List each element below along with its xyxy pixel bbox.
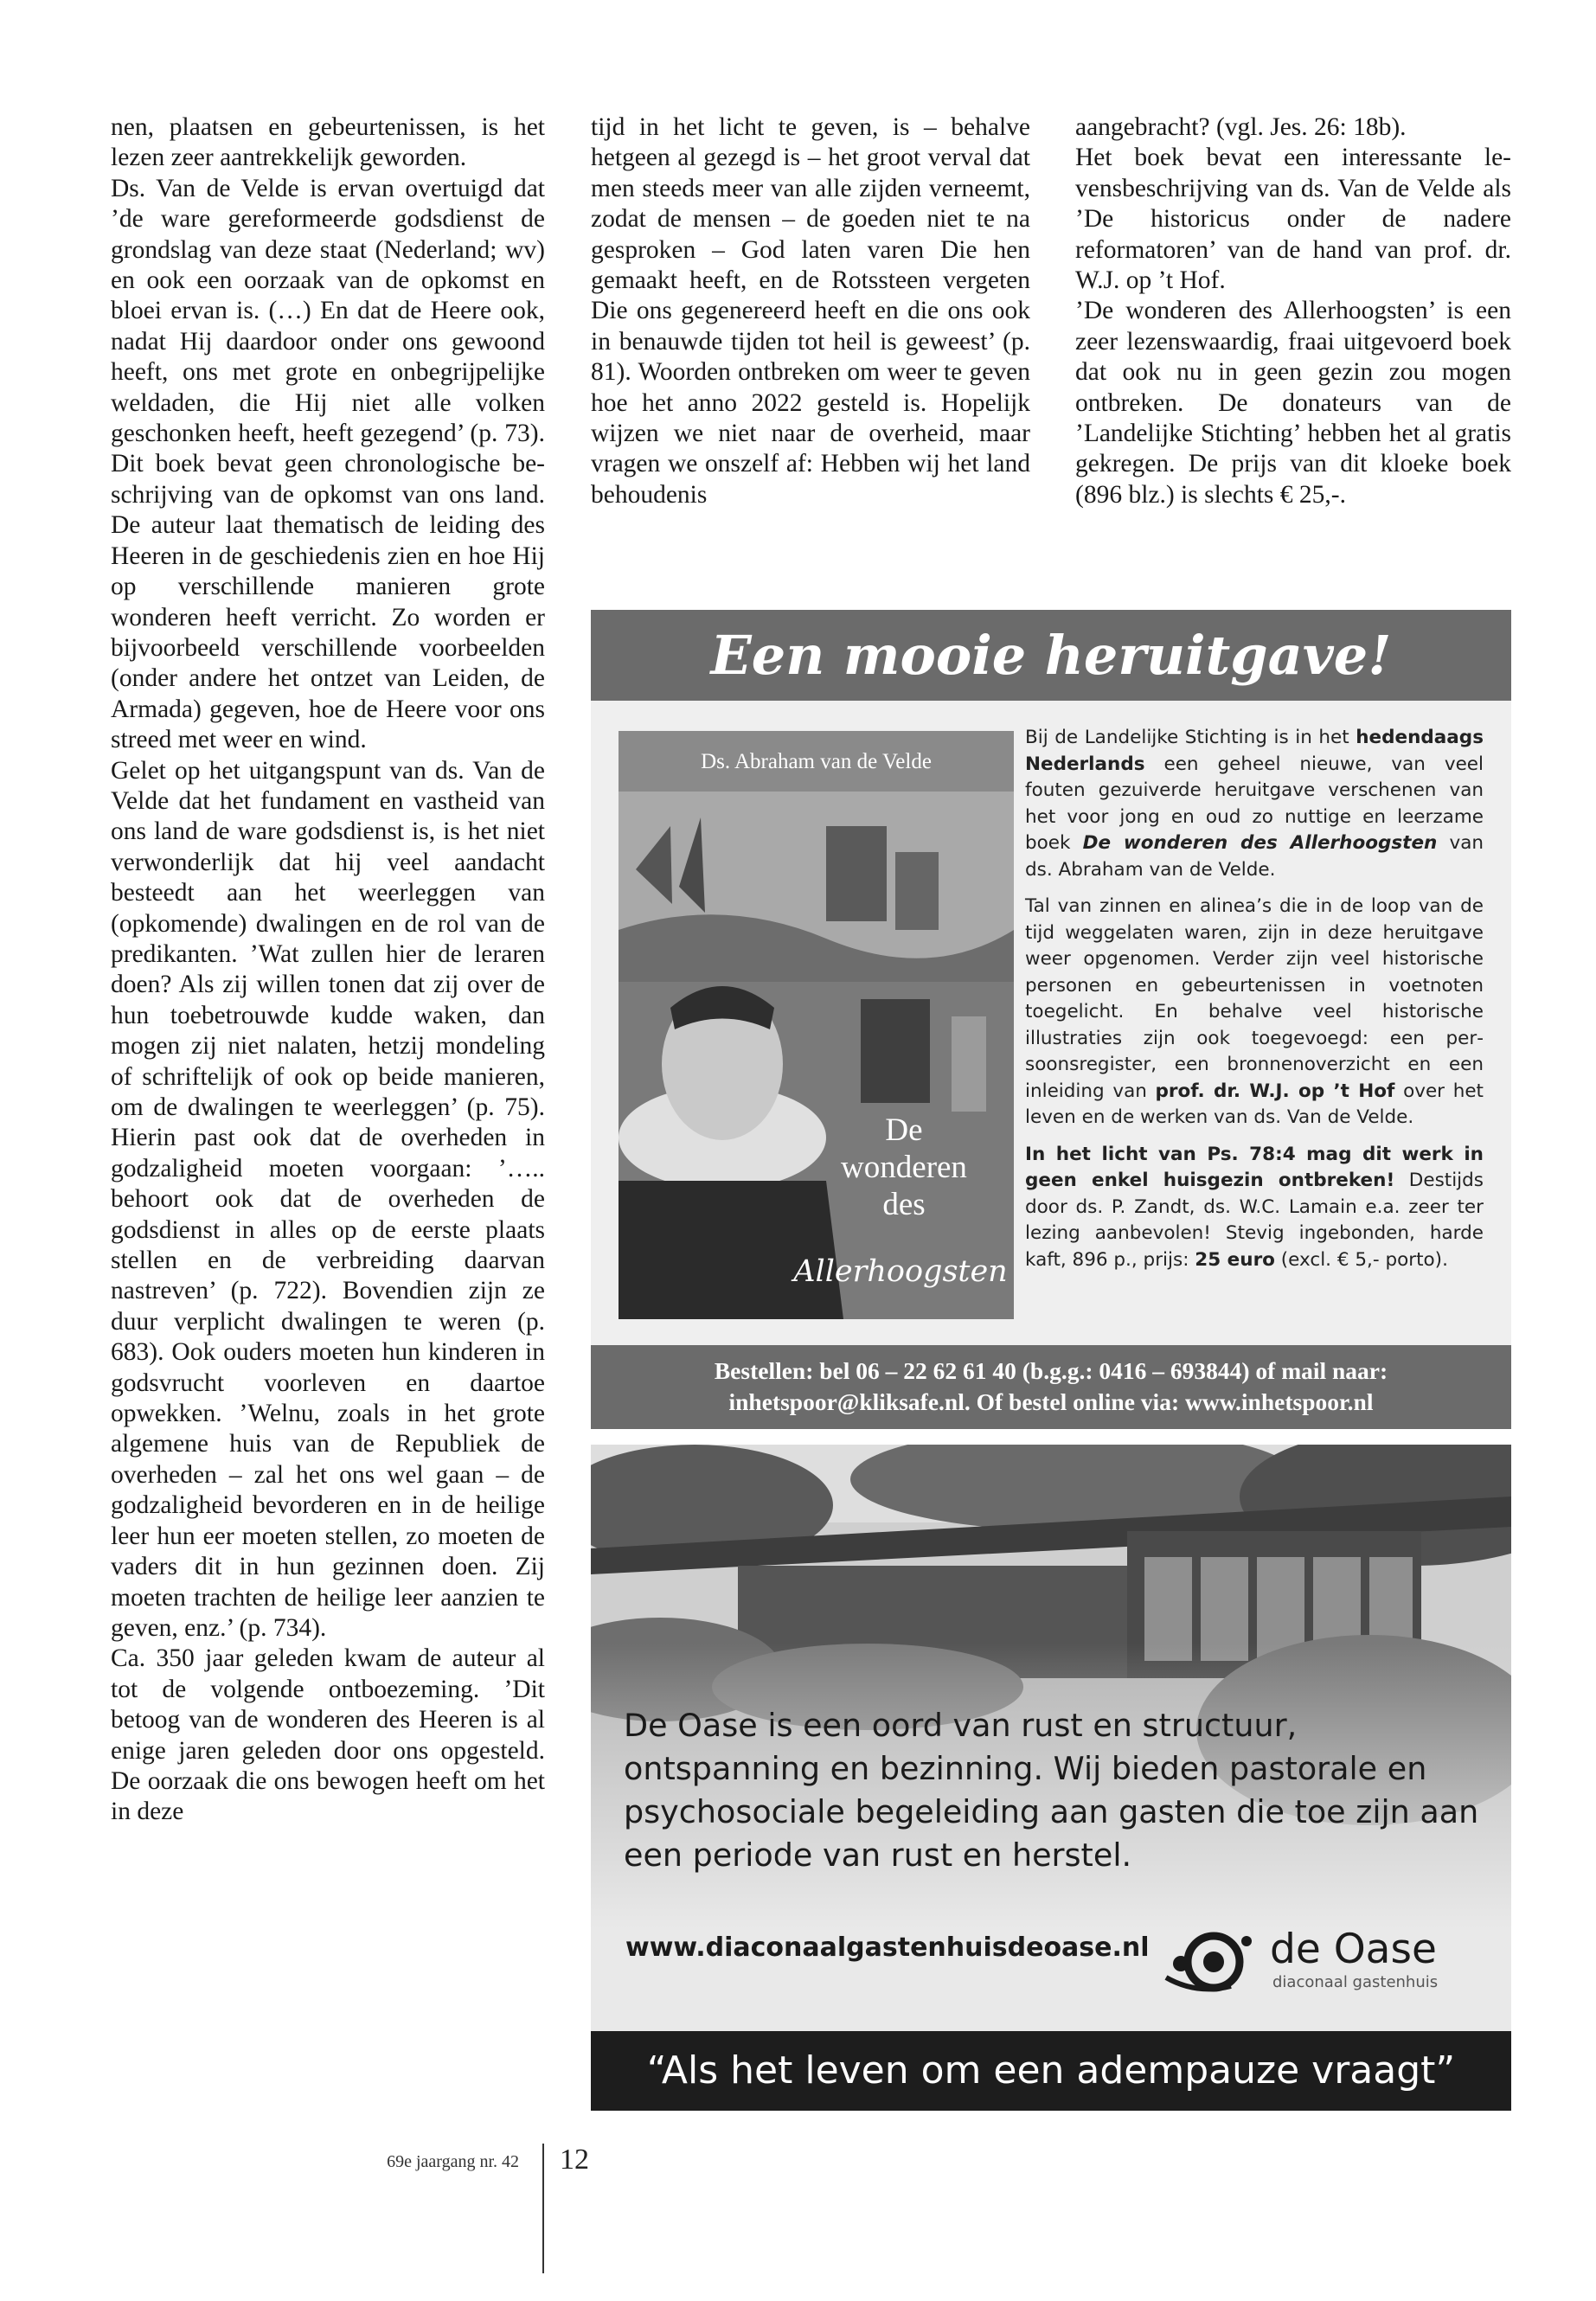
text-run: prof. dr. W.J. op ’t Hof (1155, 1080, 1395, 1102)
page-number: 12 (560, 2144, 589, 2176)
book-cover-art (619, 731, 1014, 1319)
cover-title-line: des (882, 1187, 926, 1222)
article-paragraph: Ds. Van de Velde is ervan overtuigd dat ’de ware gereformeerde godsdienst de grondslag van deze staat (Nederland; wv) en ook een oorzaak van de opkomst en bloei ervan is. (…) En dat de Heere ook, nadat Hij daardoor onder ons gewoond heeft, ons met grote en onbegrijpelijke weldaden, die Hij niet alle volken geschonken heeft, heeft gezegend’ (p. 73). Dit boek bevat geen chronologische beschrijving van de opkomst van ons land. De auteur laat thematisch de leiding des Heeren in de geschiedenis zien en hoe Hij op verschillende manieren grote wonderen heeft verricht. Zo worden er bijvoorbeeld verschillende voorbeelden (onder andere het ontzet van Leiden, de Armada) gegeven, hoe de Heere voor ons streed met weer en wind. (111, 174, 545, 754)
ad-body (591, 701, 1511, 1345)
cover-title (804, 1112, 1003, 1223)
article-paragraph: aangebracht? (vgl. Jes. 26: 18b). (1075, 113, 1407, 141)
text-run: over het leven en de werken van ds. Van de Velde. (1025, 1080, 1484, 1128)
cover-title-line: wonderen (841, 1150, 967, 1185)
text-run: van ds. Abraham van de Velde. (1025, 832, 1484, 881)
article-paragraph: Ca. 350 jaar geleden kwam de auteur al tot de volgende ontboezeming. ’Dit betoog van de wonderen des Heeren is al enige jaren geleden door ons opgesteld. De oorzaak die ons bewogen heeft om het in deze (111, 1644, 545, 1826)
text-run: een geheel nieuwe, van veel fouten gezuiverde heruitgave verschenen van het voor jong en oud zo nuttige en leerzame boek (1025, 753, 1484, 854)
oase-slogan: “Als het leven om een adempauze vraagt” (591, 2031, 1511, 2111)
ad-paragraph (1025, 894, 1484, 1131)
book-title-run: De wonderen des Allerhoogsten (1082, 832, 1438, 854)
oase-description: De Oase is een oord van rust en structuur, ontspanning en bezinning. Wij bieden pastorale en psychosociale begeleiding aan gasten die toe zijn aan een periode van rust en herstel. (624, 1707, 1479, 1874)
journal-issue: 69e jaargang nr. 42 (387, 2152, 519, 2171)
cover-title-script: Allerhoogsten (793, 1254, 1008, 1289)
cover-author: Ds. Abraham van de Velde (701, 750, 932, 773)
cover-title-line: De (885, 1112, 923, 1148)
ad-headline: Een mooie heruitgave! (591, 610, 1511, 701)
oase-website-link[interactable]: www.diaconaalgastenhuisdeoase.nl (625, 1932, 1150, 1963)
text-run: In het licht van Ps. 78:4 mag dit werk in geen enkel huisgezin ontbreken! (1025, 1143, 1484, 1191)
order-banner (591, 1345, 1511, 1429)
ad-description (1025, 725, 1484, 1284)
article-column-2 (591, 112, 1030, 510)
article-paragraph: nen, plaatsen en gebeurtenissen, is het lezen zeer aantrekkelijk geworden. (111, 113, 545, 172)
ad-paragraph (1025, 725, 1484, 883)
article-paragraph: Het boek bevat een interessante levensbeschrijving van ds. Van de Velde als ’De historicus onder de nadere reformatoren’ van de hand van prof. dr. W.J. op ’t Hof. (1075, 144, 1511, 295)
footer-divider (542, 2144, 544, 2273)
article-column-3 (1075, 112, 1511, 510)
order-line: inhetspoor@kliksafe.nl. Of bestel online via: www.inhetspoor.nl (728, 1388, 1374, 1415)
oase-logo-icon (1162, 1926, 1266, 1995)
oase-advertisement (591, 1445, 1511, 2111)
ad-paragraph (1025, 1142, 1484, 1274)
oase-logo (1162, 1926, 1490, 1995)
text-run: (excl. € 5,- porto). (1274, 1248, 1448, 1271)
oase-logo-subtitle: diaconaal gastenhuis (1272, 1973, 1439, 1991)
oase-logo-name: de Oase (1270, 1926, 1437, 1973)
article-column-1 (111, 112, 545, 1828)
order-line: Bestellen: bel 06 – 22 62 61 40 (b.g.g.: 0416 – 693844) of mail naar: (714, 1357, 1388, 1384)
book-cover-image (619, 731, 1014, 1319)
text-run: Destijds door ds. P. Zandt, ds. W.C. Lamain e.a. zeer ter lezing aanbevolen! Stevig ingebonden, harde kaft, 896 p., prijs: (1025, 1170, 1484, 1271)
text-run: Bij de Landelijke Stichting is in het (1025, 727, 1356, 748)
article-paragraph: ’De wonderen des Allerhoogsten’ is een zeer lezenswaardig, fraai uitgevoerd boek dat ook nu in geen gezin zou mogen ontbreken. De donateurs van de ’Landelijke Stichting’ hebben het al gratis gekregen. De prijs van dit kloeke boek (896 blz.) is slechts € 25,-. (1075, 297, 1511, 509)
price-run: 25 euro (1195, 1248, 1275, 1271)
text-run: hedendaags Nederlands (1025, 727, 1484, 775)
text-run: Tal van zinnen en alinea’s die in de loop van de tijd weggelaten waren, zijn in deze heruitgave weer opgenomen. Verder zijn veel historische personen en gebeurtenissen in voetnoten toegelicht. En behalve veel historische illustraties zijn ook toegevoegd: een persoonsregister, een bronnenoverzicht en een inleiding van (1025, 895, 1484, 1102)
book-advertisement (591, 610, 1511, 1429)
article-paragraph: Gelet op het uitgangspunt van ds. Van de Velde dat het fundament en vastheid van ons land de ware godsdienst is, is het niet verwonderlijk dat hij veel aandacht besteedt aan het weerleggen van (opkomende) dwalingen en de rol van de predikanten. ’Wat zullen hier de leraren doen? Als zij willen tonen dat zij over de hun toebetrouwde kudde waken, dan mogen zij niet nalaten, hetzij mondeling of schriftelijk of ook op beide manieren, om de dwalingen te weerleggen’ (p. 75). Hierin past ook dat de overheden in godzaligheid moeten voorgaan: ’….. behoort ook dat de overheden de godsdienst in alles op de eerste plaats stellen en de verbreiding daarvan nastreven’ (p. 722). Bovendien zijn ze duur verplicht dwalingen te weren (p. 683). Ook ouders moeten hun kinderen in godsvrucht voorleven en daartoe opwekken. ’Welnu, zoals in het grote algemene huis van de Republiek de overheden – zal het ons wel gaan – de godzaligheid bevorderen en in de heilige leer hun eer moeten stellen, zo moeten de vaders dit in hun gezinnen doen. Zij moeten trachten de heilige leer aanzien te geven, enz.’ (p. 734). (111, 756, 545, 1642)
article-paragraph: tijd in het licht te geven, is – behalve hetgeen al gezegd is – het groot verval dat men steeds meer van alle zijden verneemt, zodat de mensen – de goeden niet te na gesproken – God laten varen Die hen gemaakt heeft, en de Rotssteen vergeten Die ons gegenereerd heeft en die ons ook in benauwde tijden tot heil is geweest’ (p. 81). Woorden ontbreken om weer te geven hoe het anno 2022 gesteld is. Hopelijk wijzen we niet naar de overheid, maar vragen we onszelf af: Hebben wij het land behoudenis (591, 113, 1030, 509)
